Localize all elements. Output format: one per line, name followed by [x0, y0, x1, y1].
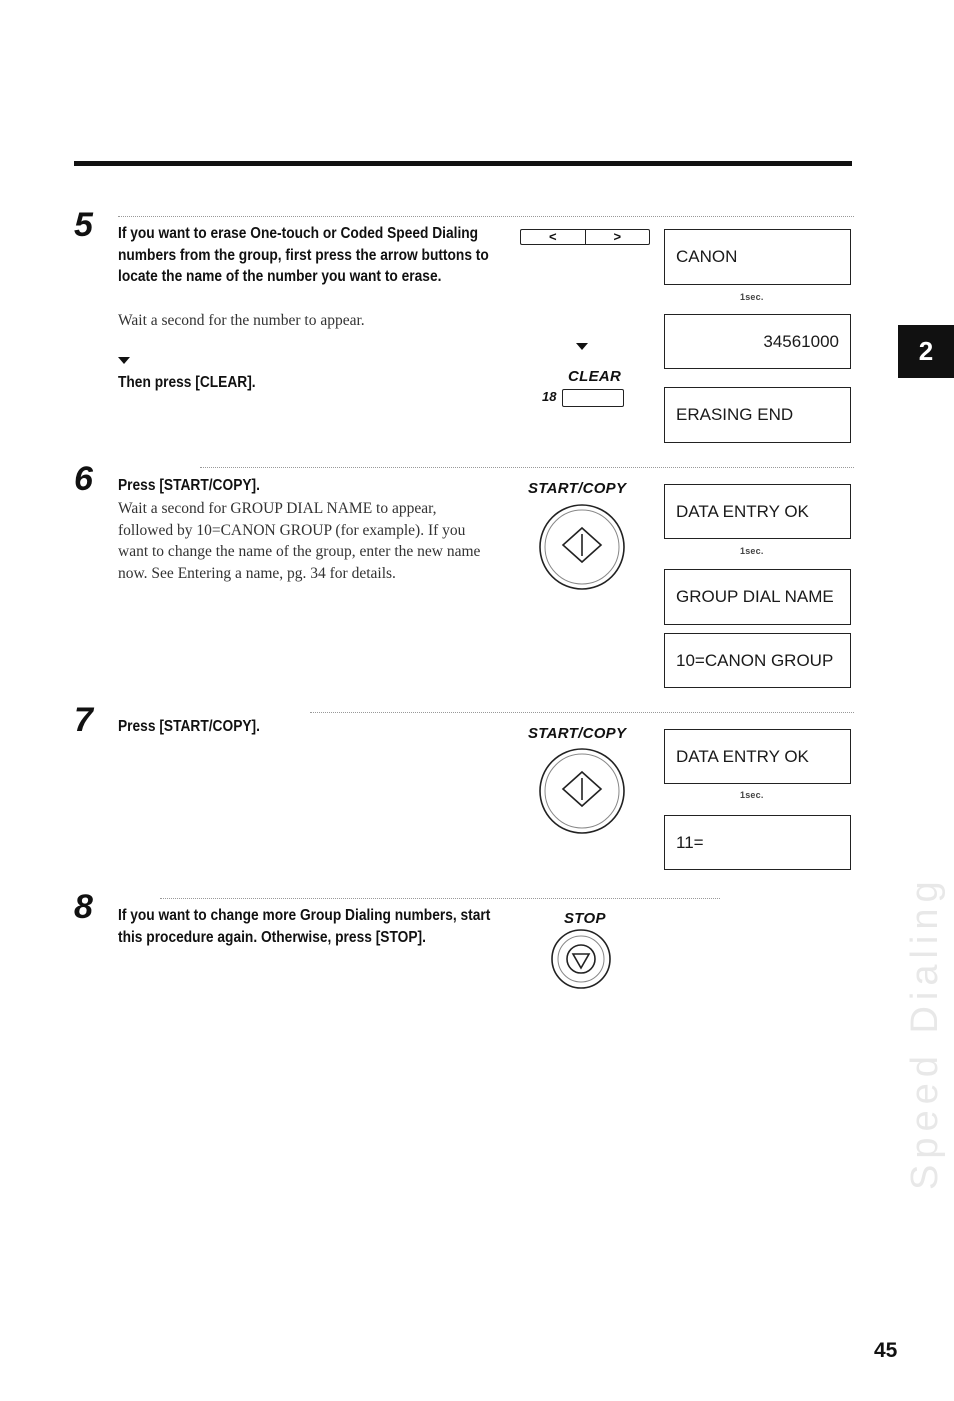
step-5-then: Then press [CLEAR].: [118, 374, 256, 391]
sec-label: 1sec.: [740, 546, 764, 556]
stop-button[interactable]: [550, 928, 612, 990]
lcd-display: 34561000: [664, 314, 851, 369]
step-7-number: 7: [74, 701, 93, 739]
step-5-heading: If you want to erase One-touch or Coded Speed Dialing numbers from the group, first press the arrow buttons to locate the name of the number you want to erase.: [118, 225, 489, 285]
lcd-display: 10=CANON GROUP: [664, 633, 851, 688]
step-7-divider: [310, 712, 854, 713]
top-rule: [74, 161, 852, 166]
start-copy-label: START/COPY: [528, 480, 627, 497]
start-copy-button[interactable]: [537, 502, 627, 592]
step-6-body: Wait a second for GROUP DIAL NAME to appear, followed by 10=CANON GROUP (for example). If you want to change the name of the group, enter the new name now. See Entering a name, pg. 34 for details.: [118, 500, 481, 582]
step-7-heading: Press [START/COPY].: [118, 718, 260, 735]
step-6-number: 6: [74, 460, 93, 498]
step-5-body: Wait a second for the number to appear.: [118, 312, 365, 329]
step-6-divider: [200, 467, 854, 468]
chapter-tab: 2: [898, 325, 954, 378]
lcd-display: DATA ENTRY OK: [664, 729, 851, 784]
clear-label: CLEAR: [568, 368, 622, 385]
right-arrow-button[interactable]: >: [585, 229, 651, 245]
side-title: Speed Dialing: [904, 875, 946, 1190]
left-arrow-button[interactable]: <: [520, 229, 585, 245]
page-number: 45: [874, 1339, 898, 1362]
step-6-heading: Press [START/COPY].: [118, 477, 260, 494]
start-copy-button[interactable]: [537, 746, 627, 836]
step-8-number: 8: [74, 888, 93, 926]
clear-number: 18: [542, 389, 557, 404]
stop-label: STOP: [564, 910, 606, 927]
lcd-display: DATA ENTRY OK: [664, 484, 851, 539]
step-8-divider: [160, 898, 720, 899]
step-5-divider: [118, 216, 854, 217]
step-8-heading: If you want to change more Group Dialing numbers, start this procedure again. Otherwise, press [STOP].: [118, 907, 491, 946]
clear-button[interactable]: [562, 389, 624, 407]
step-5-number: 5: [74, 206, 93, 244]
lcd-display: CANON: [664, 229, 851, 285]
lcd-display: 11=: [664, 815, 851, 870]
stop-icon: [573, 954, 589, 968]
down-arrow-icon: [118, 357, 130, 364]
sec-label: 1sec.: [740, 790, 764, 800]
sec-label: 1sec.: [740, 292, 764, 302]
start-copy-label: START/COPY: [528, 725, 627, 742]
lcd-display: GROUP DIAL NAME: [664, 569, 851, 625]
arrow-buttons[interactable]: [520, 229, 650, 245]
down-arrow-icon: [576, 343, 588, 350]
lcd-display: ERASING END: [664, 387, 851, 443]
